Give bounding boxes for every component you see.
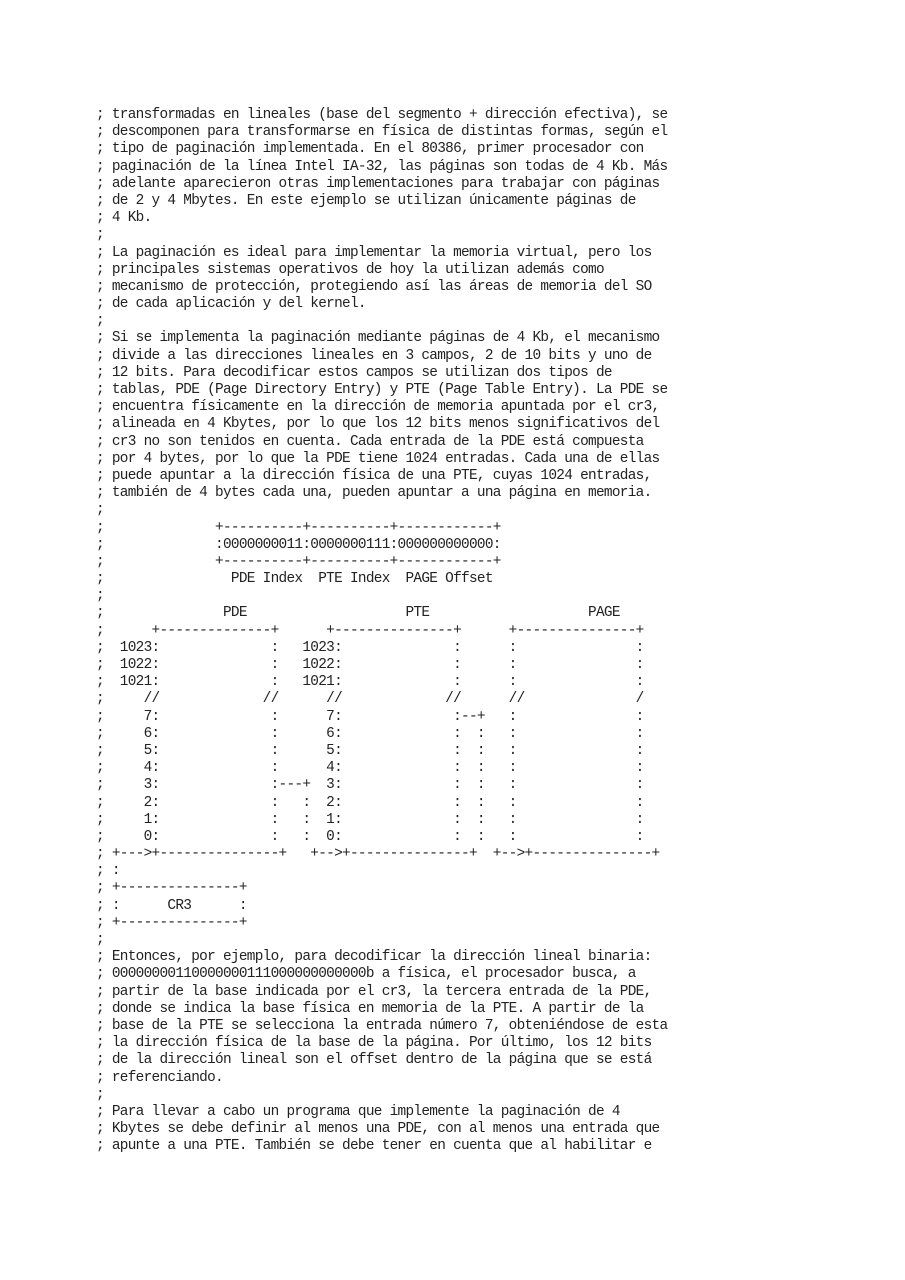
text-line: ; Si se implementa la paginación mediante páginas de 4 Kb, el mecanismo	[96, 330, 660, 347]
text-line: ; descomponen para transformarse en física de distintas formas, según el	[96, 124, 668, 141]
text-line: ; : CR3 :	[96, 897, 247, 914]
text-line: ; de la dirección lineal son el offset dentro de la página que se está	[96, 1052, 652, 1069]
text-line: ; paginación de la línea Intel IA-32, las páginas son todas de 4 Kb. Más	[96, 158, 668, 175]
text-line: ; 1: : : 1: : : : :	[96, 811, 644, 828]
text-line: ; +----------+----------+------------+	[96, 519, 501, 536]
text-line: ; +--->+---------------+ +-->+---------------+ +-->+---------------+	[96, 846, 660, 863]
text-line: ; puede apuntar a la dirección física de una PTE, cuyas 1024 entradas,	[96, 467, 652, 484]
text-line: ; tablas, PDE (Page Directory Entry) y PTE (Page Table Entry). La PDE se	[96, 382, 668, 398]
text-line: ;	[96, 932, 104, 948]
text-line: ; transformadas en lineales (base del segmento + dirección efectiva), se	[96, 107, 668, 123]
text-line: ; cr3 no son tenidos en cuenta. Cada entrada de la PDE está compuesta	[96, 433, 644, 450]
text-line: ; 5: : 5: : : : :	[96, 742, 644, 759]
text-line: ; 4 Kb.	[96, 210, 152, 227]
text-line: ; 0: : : 0: : : : :	[96, 828, 644, 845]
text-line: ; principales sistemas operativos de hoy la utilizan además como	[96, 261, 604, 278]
text-line: ; +----------+----------+------------+	[96, 553, 501, 570]
text-line: ; :0000000011:0000000111:000000000000:	[96, 536, 501, 553]
text-line: ;	[96, 313, 104, 330]
text-line: ; 3: :---+ 3: : : : :	[96, 777, 644, 794]
text-line: ; La paginación es ideal para implementar la memoria virtual, pero los	[96, 244, 652, 261]
text-line: ; 00000000110000000111000000000000b a física, el procesador busca, a	[96, 966, 636, 983]
text-line: ; 1021: : 1021: : : :	[96, 674, 644, 691]
text-line: ; alineada en 4 Kbytes, por lo que los 12 bits menos significativos del	[96, 416, 660, 433]
text-line: ;	[96, 1086, 104, 1103]
text-line: ; 7: : 7: :--+ : :	[96, 708, 644, 725]
text-line: ; +--------------+ +---------------+ +---------------+	[96, 622, 644, 639]
text-line: ; también de 4 bytes cada una, pueden apuntar a una página en memoria.	[96, 485, 652, 502]
text-line: ; PDE PTE PAGE	[96, 605, 620, 622]
text-line: ; adelante aparecieron otras implementaciones para trabajar con páginas	[96, 175, 660, 192]
text-line: ; 1023: : 1023: : : :	[96, 639, 644, 656]
text-line: ; Para llevar a cabo un programa que implemente la paginación de 4	[96, 1103, 620, 1120]
text-line: ; de 2 y 4 Mbytes. En este ejemplo se utilizan únicamente páginas de	[96, 192, 636, 209]
text-line: ; 6: : 6: : : : :	[96, 725, 644, 742]
text-line: ; 2: : : 2: : : : :	[96, 794, 644, 811]
text-line: ; apunte a una PTE. También se debe tener en cuenta que al habilitar e	[96, 1138, 652, 1155]
assembly-comment-block	[96, 107, 667, 1155]
text-line: ; +---------------+	[96, 880, 247, 897]
text-line: ; tipo de paginación implementada. En el 80386, primer procesador con	[96, 141, 644, 158]
text-line: ; Entonces, por ejemplo, para decodificar la dirección lineal binaria:	[96, 949, 652, 966]
text-line: ; +---------------+	[96, 914, 247, 931]
text-line: ; mecanismo de protección, protegiendo así las áreas de memoria del SO	[96, 278, 652, 295]
text-line: ; base de la PTE se selecciona la entrada número 7, obteniéndose de esta	[96, 1017, 668, 1034]
text-line: ; PDE Index PTE Index PAGE Offset	[96, 571, 493, 588]
text-line: ; 12 bits. Para decodificar estos campos se utilizan dos tipos de	[96, 364, 612, 381]
text-line: ; 1022: : 1022: : : :	[96, 657, 644, 673]
text-line: ; referenciando.	[96, 1069, 223, 1086]
text-line: ; la dirección física de la base de la página. Por último, los 12 bits	[96, 1035, 652, 1052]
text-line: ; 4: : 4: : : : :	[96, 760, 644, 777]
text-line: ; por 4 bytes, por lo que la PDE tiene 1024 entradas. Cada una de ellas	[96, 450, 660, 467]
text-line: ; encuentra físicamente en la dirección de memoria apuntada por el cr3,	[96, 399, 660, 416]
text-line: ; de cada aplicación y del kernel.	[96, 296, 366, 313]
text-line: ;	[96, 227, 104, 244]
text-line: ; donde se indica la base física en memoria de la PTE. A partir de la	[96, 1000, 644, 1017]
text-line: ; // // // // // /	[96, 691, 644, 708]
text-line: ; :	[96, 863, 120, 880]
text-line: ; Kbytes se debe definir al menos una PDE, con al menos una entrada que	[96, 1121, 660, 1138]
text-line: ;	[96, 502, 104, 519]
text-line: ; partir de la base indicada por el cr3, la tercera entrada de la PDE,	[96, 983, 652, 1000]
text-line: ;	[96, 588, 104, 605]
text-line: ; divide a las direcciones lineales en 3 campos, 2 de 10 bits y uno de	[96, 347, 652, 364]
